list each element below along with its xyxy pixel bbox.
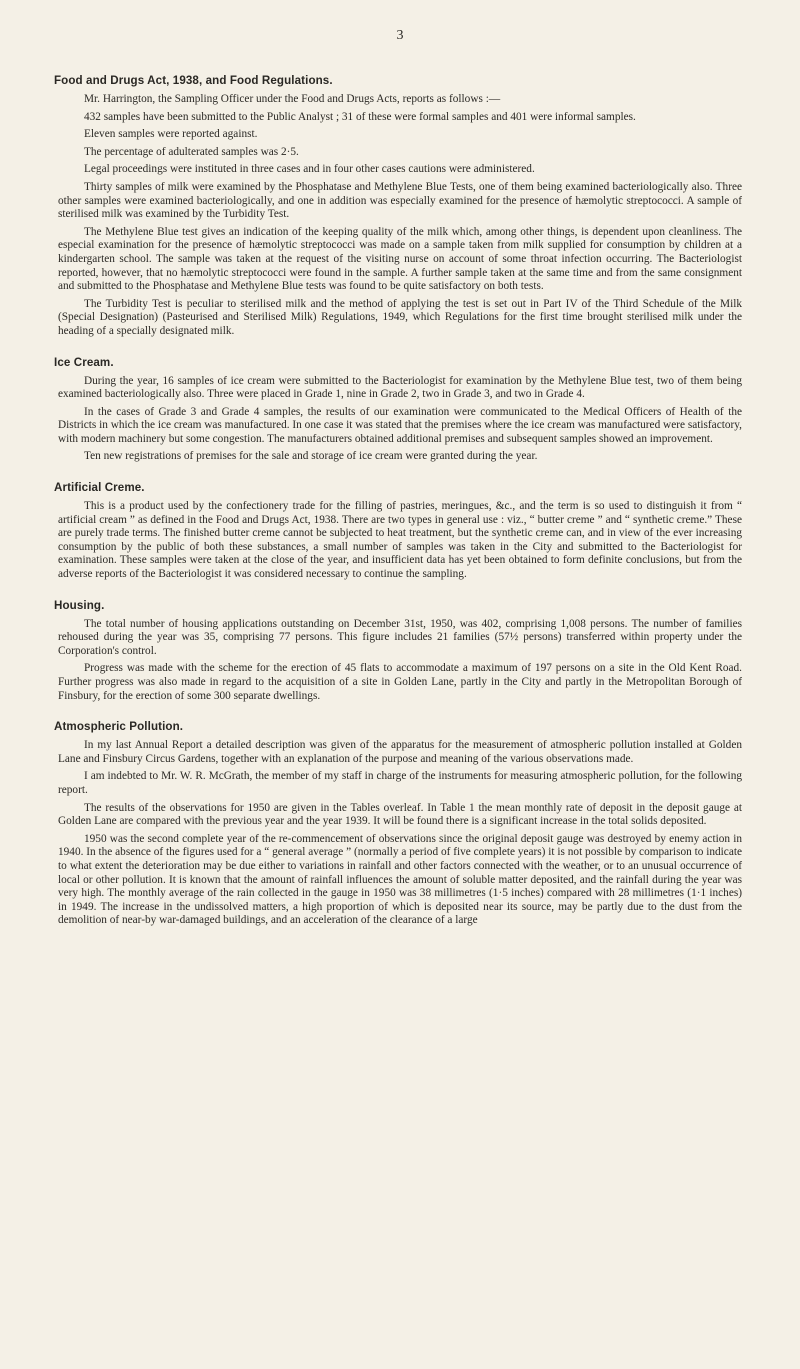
paragraph: In the cases of Grade 3 and Grade 4 samples, the results of our examination were communicated to the Medical Officers of Health of the Districts in which the ice cream was manufactured. In one case it was stated that the premises where the ice cream was manufactured were satisfactory, with modern machinery but some congestion. The manufacturers obtained additional premises and subsequent samples showed an improvement. — [58, 405, 742, 445]
section — [54, 481, 742, 582]
paragraph: Legal proceedings were instituted in three cases and in four other cases cautions were administered. — [84, 163, 535, 176]
section — [54, 720, 742, 928]
section — [54, 598, 742, 704]
paragraph: In my last Annual Report a detailed description was given of the apparatus for the measurement of atmospheric pollution installed at Golden Lane and Finsbury Circus Gardens, together with an explanation of the purpose and meaning of the various observations made. — [58, 739, 742, 765]
paragraph: 1950 was the second complete year of the re-commencement of observations since the original deposit gauge was destroyed by enemy action in 1940. In the absence of the figures used for a “ general average ” (normally a period of five complete years) it is not possible by comparison to indicate to what extent the deterioration may be due either to variations in rainfall and other factors connected with the weather, or to an unusual occurrence of local or other pollution. It is known that the amount of rainfall influences the amount of soluble matter deposited, and the rainfall during the year was very high. The monthly average of the rain collected in the gauge in 1950 was 38 millimetres (1·5 inches) compared with 28 millimetres (1·1 inches) in 1949. The increase in the undissolved matters, a high proportion of which is deposited near its source, may be partly due to the dust from the demolition of near-by war-damaged buildings, and an acceleration of the clearance of a large — [58, 832, 742, 927]
page-number: 3 — [396, 28, 404, 43]
paragraph: I am indebted to Mr. W. R. McGrath, the member of my staff in charge of the instruments for measuring atmospheric pollution, for the following report. — [58, 770, 742, 796]
paragraph: The percentage of adulterated samples was 2·5. — [84, 145, 299, 158]
paragraph: Eleven samples were reported against. — [84, 128, 258, 141]
paragraph: This is a product used by the confectionery trade for the filling of pastries, meringues, &c., and the term is so used to distinguish it from “ artificial cream ” as defined in the Food and Drugs Act, 1938. There are two types in general use : viz., “ butter creme ” and “ synthetic creme.” These are purely trade terms. The finished butter creme cannot be subjected to heat treatment, but the synthetic creme can, and in view of the ever increasing consumption by the public of both these substances, a small number of samples was taken in the City and submitted to the Bacteriologist for examination. These samples were taken at the close of the year, and insufficient data has yet been obtained to form definite conclusions, but from the adverse reports of the Bacteriologist it was considered necessary to continue the sampling. — [58, 500, 742, 581]
paragraph: During the year, 16 samples of ice cream were submitted to the Bacteriologist for examination by the Methylene Blue test, two of them being examined bacteriologically also. Three were placed in Grade 1, nine in Grade 2, two in Grade 3, and two in Grade 4. — [58, 374, 742, 401]
paragraph: 432 samples have been submitted to the Public Analyst ; 31 of these were formal samples and 401 were informal samples. — [84, 110, 636, 123]
paragraph: Ten new registrations of premises for the sale and storage of ice cream were granted during the year. — [84, 450, 538, 463]
section-heading: Housing. — [54, 598, 105, 612]
section-heading: Ice Cream. — [54, 355, 114, 369]
paragraph: Mr. Harrington, the Sampling Officer under the Food and Drugs Acts, reports as follows :— — [84, 93, 501, 105]
paragraph: The results of the observations for 1950 are given in the Tables overleaf. In Table 1 the mean monthly rate of deposit in the deposit gauge at Golden Lane are compared with the previous year and the year 1939. It will be found there is a significant increase in the total solids deposited. — [58, 801, 742, 828]
paragraph: The total number of housing applications outstanding on December 31st, 1950, was 402, comprising 1,008 persons. The number of families rehoused during the year was 35, comprising 77 persons. This figure includes 21 families (57½ persons) transferred within property under the Corporation's control. — [58, 617, 742, 657]
section — [54, 355, 742, 465]
paragraph: The Turbidity Test is peculiar to sterilised milk and the method of applying the test is set out in Part IV of the Third Schedule of the Milk (Special Designation) (Pasteurised and Sterilised Milk) Regulations, 1949, which Regulations for the first time brought sterilised milk under the heading of a specially designated milk. — [58, 297, 742, 337]
section-heading: Artificial Creme. — [54, 481, 145, 495]
paragraph: The Methylene Blue test gives an indication of the keeping quality of the milk which, among other things, is dependent upon cleanliness. The especial examination for the presence of hæmolytic streptococci was made on a sample taken from milk supplied for consumption by children at a kindergarten school. The sample was taken at the request of the visiting nurse on account of some throat infection occurring. The Bacteriologist reported, however, that no hæmolytic streptococci were found in the sample. A further sample taken at the same time and from the same consignment and submitted to the Phosphatase and Methylene Blue tests was found to be quite satisfactory on both tests. — [58, 225, 742, 293]
section-heading: Atmospheric Pollution. — [54, 720, 184, 734]
section-heading: Food and Drugs Act, 1938, and Food Regulations. — [54, 74, 333, 87]
paragraph: Progress was made with the scheme for the erection of 45 flats to accommodate a maximum of 197 persons on a site in the Old Kent Road. Further progress was also made in regard to the acquisition of a site in Golden Lane, partly in the City and partly in the Metropolitan Borough of Finsbury, for the erection of some 300 separate dwellings. — [58, 662, 742, 702]
document-body — [54, 74, 742, 928]
paragraph: Thirty samples of milk were examined by the Phosphatase and Methylene Blue Tests, one of them being examined bacteriologically also. Three other samples were examined bacteriologically, and one in addition was especially examined for the presence of hæmolytic streptococci. A sample of sterilised milk was examined by the Turbidity Test. — [58, 180, 742, 221]
section — [54, 74, 742, 339]
